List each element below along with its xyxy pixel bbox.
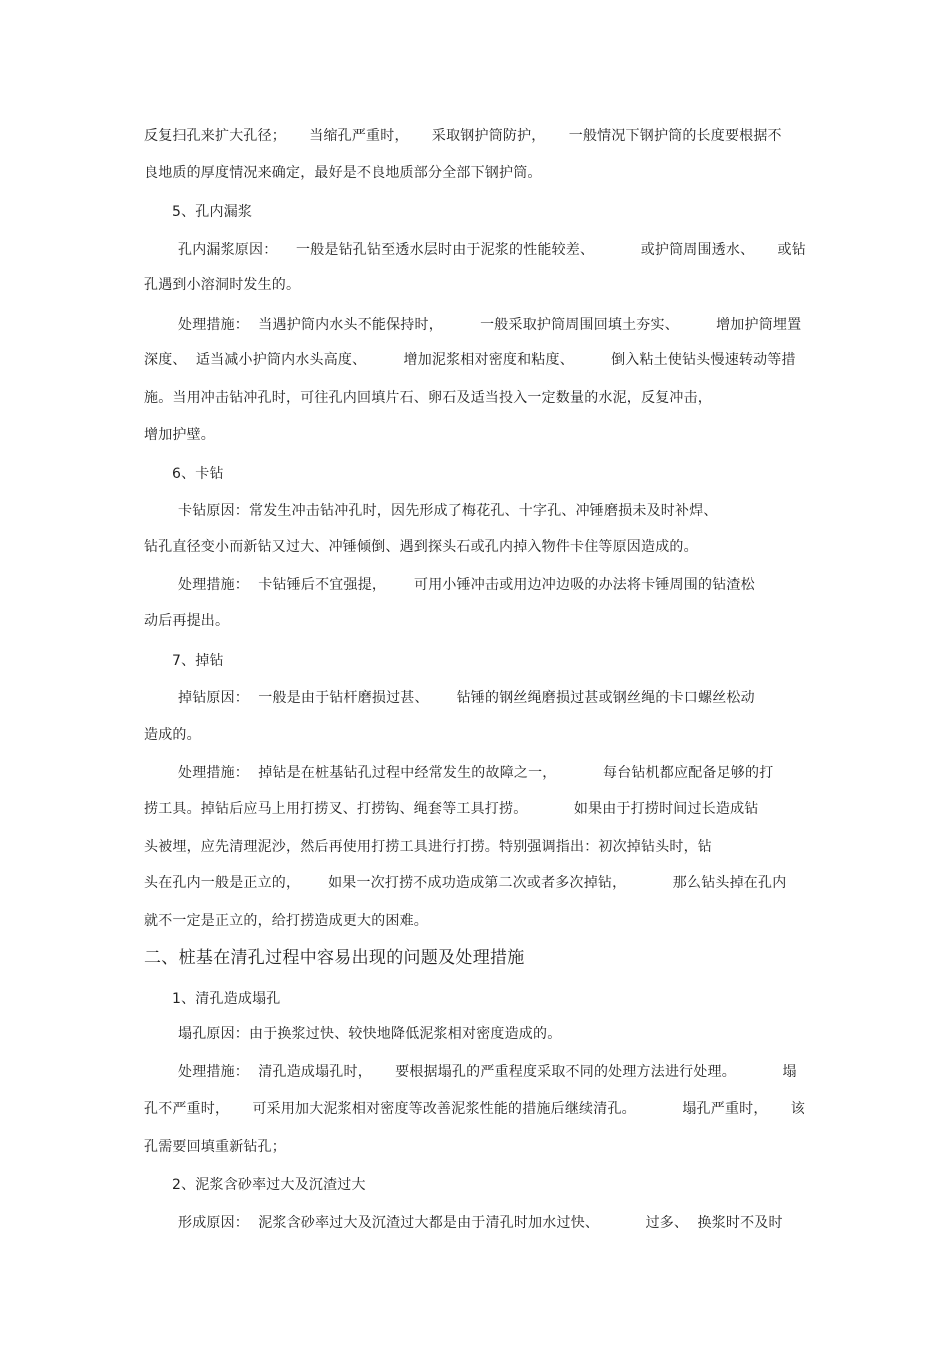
subsection-heading: 5、孔内漏浆	[172, 204, 253, 220]
text-line: 孔内漏浆原因： 一般是钻孔钻至透水层时由于泥浆的性能较差、 或护筒周围透水、 或钻	[178, 242, 806, 258]
subsection-heading: 1、清孔造成塌孔	[172, 991, 281, 1007]
text-line: 钻孔直径变小而新钻又过大、冲锤倾倒、遇到探头石或孔内掉入物件卡住等原因造成的。	[144, 539, 698, 555]
text-line: 动后再提出。	[144, 613, 230, 629]
text-line: 掉钻原因： 一般是由于钻杆磨损过甚、 钻锤的钢丝绳磨损过甚或钢丝绳的卡口螺丝松动	[178, 690, 755, 706]
text-line: 卡钻原因：常发生冲击钻冲孔时，因先形成了梅花孔、十字孔、冲锤磨损未及时补焊、	[178, 503, 718, 519]
subsection-heading: 2、泥浆含砂率过大及沉渣过大	[172, 1177, 366, 1193]
text-line: 就不一定是正立的，给打捞造成更大的困难。	[144, 913, 428, 929]
text-line: 头被埋，应先清理泥沙，然后再使用打捞工具进行打捞。特别强调指出：初次掉钻头时，钻	[144, 839, 712, 855]
text-line: 孔不严重时， 可采用加大泥浆相对密度等改善泥浆性能的措施后继续清孔。 塌孔严重时， 该	[144, 1101, 806, 1117]
text-line: 造成的。	[144, 727, 201, 743]
text-line: 处理措施： 清孔造成塌孔时， 要根据塌孔的严重程度采取不同的处理方法进行处理。 塌	[178, 1064, 797, 1080]
text-line: 塌孔原因：由于换浆过快、较快地降低泥浆相对密度造成的。	[178, 1026, 562, 1042]
subsection-heading: 7、掉钻	[172, 653, 224, 669]
text-line: 孔需要回填重新钻孔；	[144, 1139, 286, 1155]
text-line: 良地质的厚度情况来确定，最好是不良地质部分全部下钢护筒。	[144, 165, 542, 181]
text-line: 形成原因： 泥浆含砂率过大及沉渣过大都是由于清孔时加水过快、 过多、 换浆时不及时	[178, 1215, 783, 1231]
text-line: 深度、 适当减小护筒内水头高度、 增加泥浆相对密度和粘度、 倒入粘土使钻头慢速转动等措	[144, 352, 796, 368]
text-line: 增加护壁。	[144, 427, 215, 443]
text-line: 孔遇到小溶洞时发生的。	[144, 277, 301, 293]
text-line: 捞工具。掉钻后应马上用打捞叉、打捞钩、绳套等工具打捞。 如果由于打捞时间过长造成钻	[144, 801, 759, 817]
section-heading: 二、桩基在清孔过程中容易出现的问题及处理措施	[144, 948, 525, 968]
subsection-heading: 6、卡钻	[172, 466, 224, 482]
text-line: 头在孔内一般是正立的， 如果一次打捞不成功造成第二次或者多次掉钻， 那么钻头掉在孔内	[144, 875, 787, 891]
text-line: 处理措施： 当遇护筒内水头不能保持时， 一般采取护筒周围回填土夯实、 增加护筒埋置	[178, 317, 802, 333]
text-line: 反复扫孔来扩大孔径； 当缩孔严重时， 采取钢护筒防护， 一般情况下钢护筒的长度要根据不	[144, 128, 782, 144]
text-line: 处理措施： 卡钻锤后不宜强提， 可用小锤冲击或用边冲边吸的办法将卡锤周围的钻渣松	[178, 577, 755, 593]
text-line: 施。当用冲击钻冲孔时，可往孔内回填片石、卵石及适当投入一定数量的水泥，反复冲击，	[144, 390, 712, 406]
text-line: 处理措施： 掉钻是在桩基钻孔过程中经常发生的故障之一， 每台钻机都应配备足够的打	[178, 765, 774, 781]
